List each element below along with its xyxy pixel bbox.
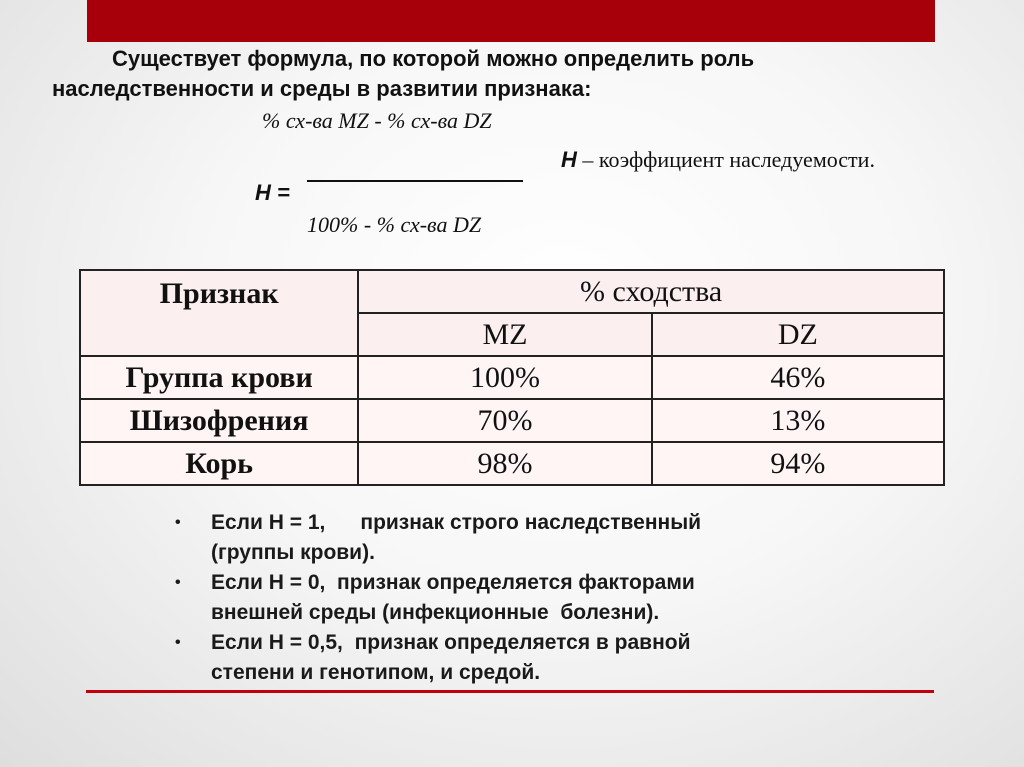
formula-denominator: 100% - % сх-ва DZ	[307, 212, 482, 237]
row-mz: 100%	[358, 356, 651, 399]
row-dz: 46%	[652, 356, 944, 399]
row-trait: Корь	[80, 442, 358, 485]
table-row	[80, 399, 944, 442]
row-dz: 13%	[652, 399, 944, 442]
row-dz: 94%	[652, 442, 944, 485]
conclusion-list	[175, 508, 895, 688]
row-trait: Группа крови	[80, 356, 358, 399]
bullet-icon: •	[175, 514, 181, 531]
bullet-line-1: Если Н = 0,5, признак определяется в равной	[211, 631, 691, 654]
header-similarity: % сходства	[358, 270, 944, 313]
similarity-table	[79, 269, 945, 486]
formula-numerator: % сх-ва MZ - % сх-ва DZ	[262, 108, 492, 133]
list-item	[175, 628, 895, 688]
bullet-line-2: внешней среды (инфекционные болезни).	[211, 601, 660, 624]
bullet-icon: •	[175, 634, 181, 651]
formula-note-text: – коэффициент наследуемости.	[576, 147, 875, 172]
formula-fraction-line	[307, 180, 523, 182]
bullet-line-2: степени и генотипом, и средой.	[211, 661, 541, 684]
bullet-line-2: (группы крови).	[211, 541, 375, 564]
formula-lhs: H =	[255, 180, 290, 205]
formula-note-symbol: H	[561, 147, 577, 172]
formula-note	[561, 147, 875, 173]
header-dz: DZ	[652, 313, 944, 356]
bullet-line-1: Если Н = 0, признак определяется факторами	[211, 571, 695, 594]
list-item	[175, 508, 895, 568]
row-mz: 70%	[358, 399, 651, 442]
header-trait: Признак	[80, 270, 358, 356]
row-trait: Шизофрения	[80, 399, 358, 442]
header-mz: MZ	[358, 313, 651, 356]
bottom-divider	[86, 690, 934, 693]
table-row	[80, 442, 944, 485]
row-mz: 98%	[358, 442, 651, 485]
intro-text	[52, 44, 972, 104]
intro-line-2: наследственности и среды в развитии признака:	[52, 76, 592, 101]
top-accent-bar	[87, 0, 935, 42]
bullet-icon: •	[175, 574, 181, 591]
table-row	[80, 356, 944, 399]
intro-line-1: Существует формула, по которой можно определить роль	[112, 46, 755, 71]
list-item	[175, 568, 895, 628]
bullet-line-1: Если Н = 1, признак строго наследственный	[211, 511, 702, 534]
